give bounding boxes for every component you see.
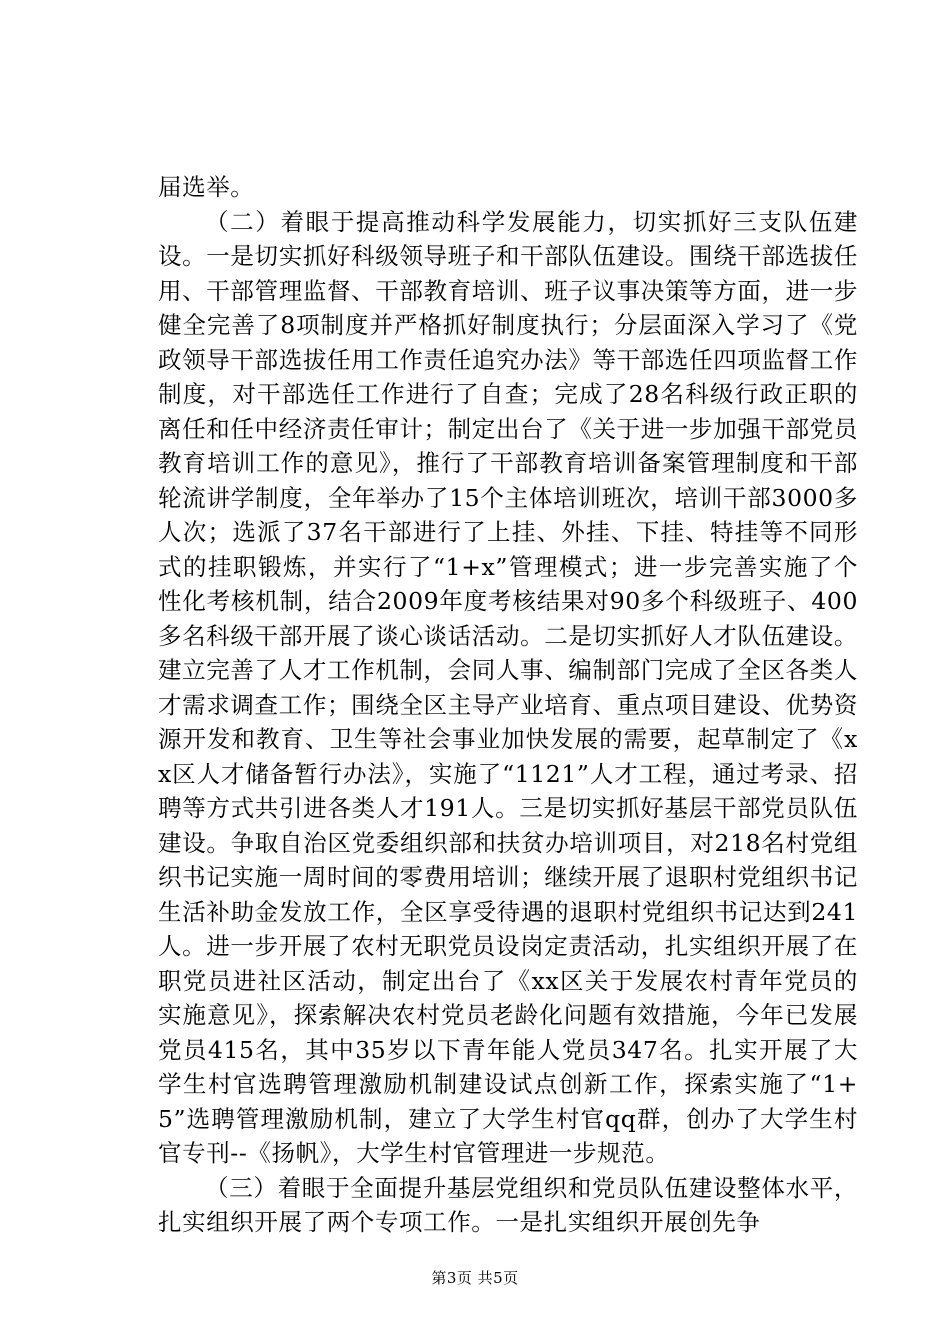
document-body: [158, 170, 858, 1240]
paragraph-grassroots-party-organization: （三）着眼于全面提升基层党组织和党员队伍建设整体水平，扎实组织开展了两个专项工作。一是扎实组织开展创先争: [158, 1173, 858, 1236]
page-number-footer: 第3页 共5页: [431, 1269, 519, 1287]
paragraph-three-teams-building: （二）着眼于提高推动科学发展能力，切实抓好三支队伍建设。一是切实抓好科级领导班子和干部队伍建设。围绕干部选拔任用、干部管理监督、干部教育培训、班子议事决策等方面，进一步健全完善了8项制度并严格抓好制度执行；分层面深入学习了《党政领导干部选拔任用工作责任追究办法》等干部选任四项监督工作制度，对干部选任工作进行了自查；完成了28名科级行政正职的离任和任中经济责任审计；制定出台了《关于进一步加强干部党员教育培训工作的意见》，推行了干部教育培训备案管理制度和干部轮流讲学制度，全年举办了15个主体培训班次，培训干部3000多人次；选派了37名干部进行了上挂、外挂、下挂、特挂等不同形式的挂职锻炼，并实行了“1+x”管理模式；进一步完善实施了个性化考核机制，结合2009年度考核结果对90多个科级班子、400多名科级干部开展了谈心谈话活动。二是切实抓好人才队伍建设。建立完善了人才工作机制，会同人事、编制部门完成了全区各类人才需求调查工作；围绕全区主导产业培育、重点项目建设、优势资源开发和教育、卫生等社会事业加快发展的需要，起草制定了《xx区人才储备暂行办法》，实施了“1121”人才工程，通过考录、招聘等方式共引进各类人才191人。三是切实抓好基层干部党员队伍建设。争取自治区党委组织部和扶贫办培训项目，对218名村党组织书记实施一周时间的零费用培训；继续开展了退职村党组织书记生活补助金发放工作，全区享受待遇的退职村党组织书记达到241人。进一步开展了农村无职党员设岗定责活动，扎实组织开展了在职党员进社区活动，制定出台了《xx区关于发展农村青年党员的实施意见》，探索解决农村党员老龄化问题有效措施，今年已发展党员415名，其中35岁以下青年能人党员347名。扎实开展了大学生村官选聘管理激励机制建设试点创新工作，探索实施了“1+5”选聘管理激励机制，建立了大学生村官qq群，创办了大学生村官专刊--《扬帆》，大学生村官管理进一步规范。: [158, 207, 858, 1167]
paragraph-election-ending: 届选举。: [158, 173, 255, 201]
